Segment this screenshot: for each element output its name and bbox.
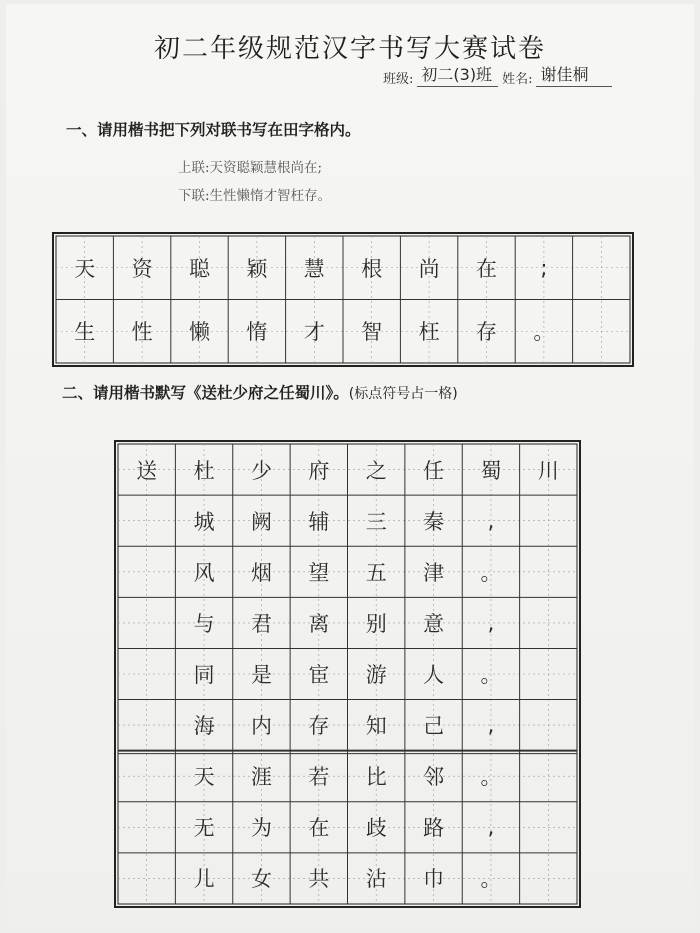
grid-char: ,	[487, 713, 495, 738]
section2-heading-text: 二、请用楷书默写《送杜少府之任蜀川》。	[62, 384, 349, 402]
student-info	[383, 62, 612, 87]
grid-char: 游	[365, 662, 387, 687]
section1-heading: 一、请用楷书把下列对联书写在田字格内。	[66, 121, 361, 139]
grid-char: 颖	[246, 256, 268, 281]
grid-char: 阙	[250, 509, 272, 534]
grid-char: 离	[308, 611, 330, 636]
grid-char: 为	[250, 816, 272, 841]
grid-char: 是	[250, 662, 272, 687]
couplet-upper: 上联:天资聪颖慧根尚在;	[178, 160, 323, 176]
grid-char: 杜	[193, 458, 215, 483]
grid-char: 望	[308, 560, 330, 585]
grid-char: 海	[193, 714, 215, 739]
grid-char: 。	[480, 662, 502, 687]
grid-char: 别	[365, 611, 387, 636]
name-value: 谢佳桐	[536, 62, 612, 87]
grid-char: 宦	[308, 662, 330, 687]
grid-char: 风	[193, 560, 215, 585]
grid-char: 懒	[188, 320, 210, 345]
grid-char: 津	[423, 560, 445, 585]
grid-char: 智	[361, 320, 383, 345]
grid-char: 烟	[250, 560, 272, 585]
grid-char: ,	[487, 508, 495, 533]
grid-char: 共	[308, 867, 330, 892]
grid-char: 之	[365, 458, 387, 483]
name-label: 姓名:	[502, 72, 533, 87]
grid-char: 蜀	[480, 458, 502, 483]
grid-char: 三	[365, 509, 387, 534]
grid-char: 涯	[250, 765, 272, 790]
grid-char: 比	[365, 765, 387, 790]
grid-char: ;	[540, 255, 548, 280]
grid-char: 在	[308, 816, 330, 841]
grid-char: 己	[423, 714, 445, 739]
grid-char: ,	[487, 610, 495, 635]
poem-grid	[114, 440, 581, 908]
grid-char: 生	[74, 320, 96, 345]
grid-char: 人	[423, 662, 445, 687]
grid-char: 。	[480, 765, 502, 790]
section2-note: (标点符号占一格)	[348, 386, 458, 402]
grid-char: 五	[365, 560, 387, 585]
grid-char: 秦	[423, 509, 445, 534]
grid-char: 聪	[188, 256, 210, 281]
grid-char: 性	[131, 320, 153, 345]
grid-char: 枉	[418, 320, 440, 345]
grid-char: 。	[480, 560, 502, 585]
grid-char: 天	[74, 256, 96, 281]
grid-char: 川	[537, 458, 559, 483]
grid-char: 根	[361, 256, 383, 281]
grid-char: 存	[475, 320, 497, 345]
couplet-grid	[52, 232, 634, 367]
grid-char: ,	[487, 815, 495, 840]
grid-char: 尚	[418, 256, 440, 281]
grid-char: 女	[250, 867, 272, 892]
grid-char: 沾	[365, 867, 387, 892]
grid-char: 内	[250, 714, 272, 739]
class-label: 班级:	[383, 72, 414, 87]
grid-char: 。	[533, 320, 555, 345]
section2-heading	[62, 381, 458, 403]
grid-char: 天	[193, 765, 215, 790]
grid-char: 君	[250, 611, 272, 636]
grid-char: 儿	[193, 867, 215, 892]
grid-char: 府	[308, 458, 330, 483]
grid-char: 辅	[308, 509, 330, 534]
grid-char: 在	[475, 256, 497, 281]
grid-char: 惰	[246, 320, 268, 345]
grid-char: 才	[303, 320, 325, 345]
grid-char: 巾	[423, 867, 445, 892]
grid-char: 同	[193, 662, 215, 687]
class-value: 初二(3)班	[417, 62, 498, 87]
grid-char: 城	[193, 509, 215, 534]
grid-char: 无	[193, 816, 215, 841]
grid-char: 送	[136, 458, 158, 483]
grid-char: 少	[250, 458, 272, 483]
grid-char: 。	[480, 867, 502, 892]
grid-char: 与	[193, 611, 215, 636]
grid-char: 路	[423, 816, 445, 841]
couplet-lower: 下联:生性懒惰才智枉存。	[178, 188, 332, 204]
grid-char: 邻	[423, 765, 445, 790]
grid-char: 存	[308, 714, 330, 739]
grid-char: 资	[131, 256, 153, 281]
page-title: 初二年级规范汉字书写大赛试卷	[153, 34, 546, 64]
grid-char: 歧	[365, 816, 387, 841]
grid-char: 若	[308, 765, 330, 790]
grid-char: 慧	[303, 256, 325, 281]
grid-char: 意	[423, 611, 445, 636]
grid-char: 知	[365, 714, 387, 739]
grid-char: 任	[423, 458, 445, 483]
